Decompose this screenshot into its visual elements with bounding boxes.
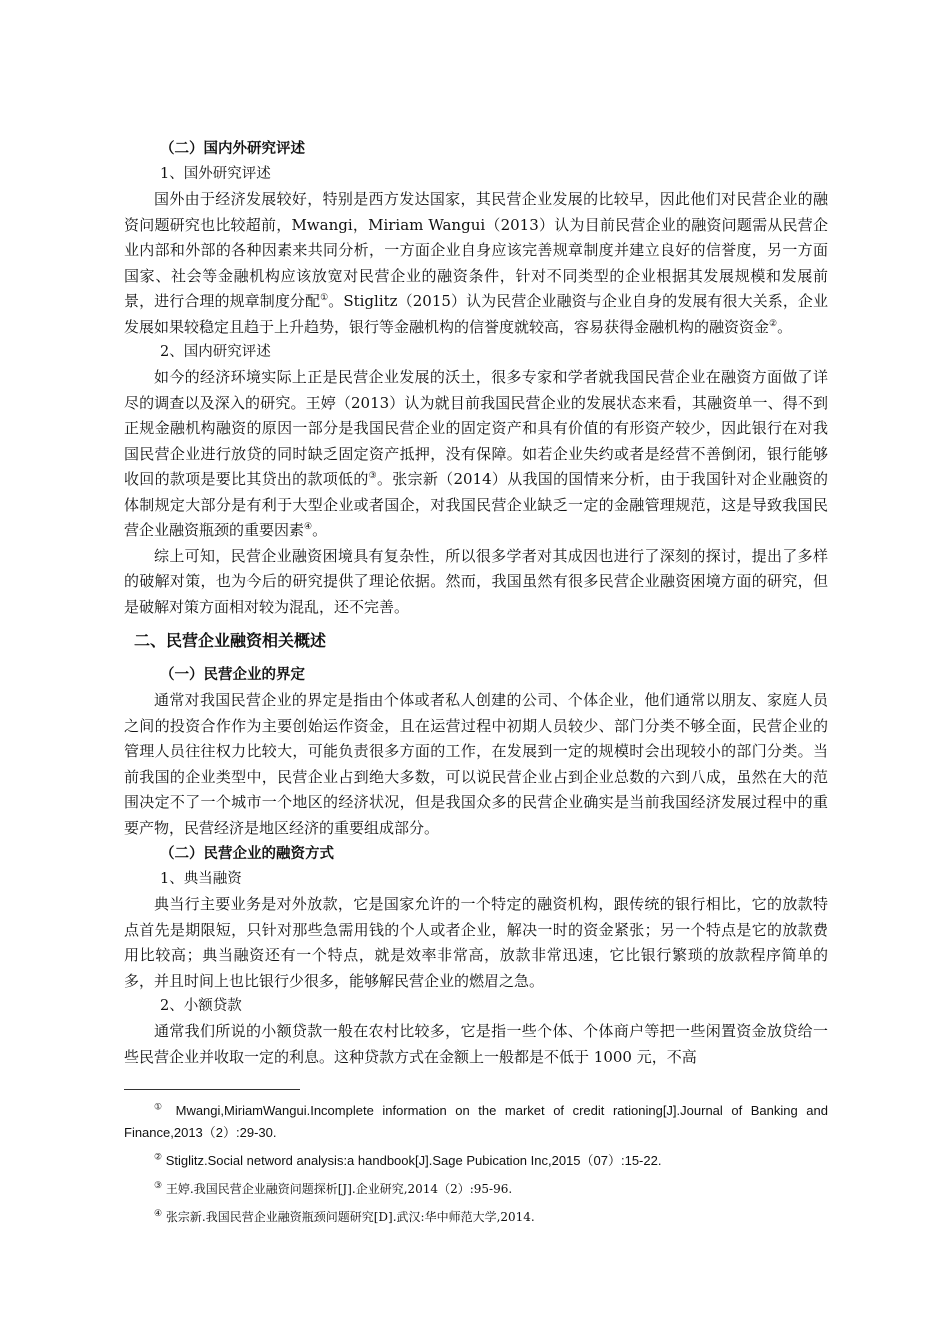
document-body bbox=[124, 136, 828, 1070]
paragraph-foreign-review: 国外由于经济发展较好，特别是西方发达国家，其民营企业发展的比较早，因此他们对民营企业的融资问题研究也比较超前，Mwangi，Miriam Wangui（2013）认为目前民营企业的融资问题需从民营企业内部和外部的各种因素来共同分析，一方面企业自身应该完善规章制度并建立良好的信誉度，另一方面国家、社会等金融机构应该放宽对民营企业的融资条件，针对不同类型的企业根据其发展规模和发展前景，进行合理的规章制度分配①。Stiglitz（2015）认为民营企业融资与企业自身的发展有很大关系，企业发展如果较稳定且趋于上升趋势，银行等金融机构的信誉度就较高，容易获得金融机构的融资资金②。 bbox=[124, 190, 828, 336]
subheading-definition: （一）民营企业的界定 bbox=[160, 666, 305, 683]
section-heading-review: （二）国内外研究评述 bbox=[160, 140, 305, 157]
footnote-ref-1[interactable]: ① bbox=[320, 293, 329, 303]
footnote-3: ③ 王婷.我国民营企业融资问题探析[J].企业研究,2014（2）:95-96. bbox=[154, 1181, 513, 1196]
footnote-ref-4[interactable]: ④ bbox=[304, 522, 313, 532]
footnote-separator bbox=[124, 1089, 300, 1090]
subheading-pawn-financing: 1、典当融资 bbox=[160, 871, 242, 887]
footnote-4: ④ 张宗新.我国民营企业融资瓶颈问题研究[D].武汉:华中师范大学,2014. bbox=[154, 1209, 535, 1224]
subheading-microloan: 2、小额贷款 bbox=[160, 998, 242, 1014]
section-heading-overview: 二、民营企业融资相关概述 bbox=[134, 631, 327, 650]
subheading-financing-methods: （二）民营企业的融资方式 bbox=[160, 845, 334, 862]
footnote-1: ① Mwangi,MiriamWangui.Incomplete information on the market of credit rationing[J].Journal of Banking and Finance,2013（2）:29-30. bbox=[124, 1101, 828, 1140]
footnote-2: ② Stiglitz.Social netword analysis:a handbook[J].Sage Pubication Inc,2015（07）:15-22. bbox=[154, 1151, 662, 1168]
paragraph-summary: 综上可知，民营企业融资困境具有复杂性，所以很多学者对其成因也进行了深刻的探讨，提出了多样的破解对策，也为今后的研究提供了理论依据。然而，我国虽然有很多民营企业融资困境方面的研究，但是破解对策方面相对较为混乱，还不完善。 bbox=[124, 546, 828, 616]
footnote-ref-2[interactable]: ② bbox=[769, 318, 778, 329]
subheading-domestic-review: 2、国内研究评述 bbox=[160, 344, 271, 360]
footnotes bbox=[124, 1100, 828, 1234]
footnote-ref-3[interactable]: ③ bbox=[368, 471, 377, 481]
paragraph-domestic-review: 如今的经济环境实际上正是民营企业发展的沃土，很多专家和学者就我国民营企业在融资方面做了详尽的调查以及深入的研究。王婷（2013）认为就目前我国民营企业的发展状态来看，其融资单一、得不到正规金融机构融资的原因一部分是我国民营企业的固定资产和具有价值的有形资产较少，因此银行在对我国民营企业进行放贷的同时缺乏固定资产抵押，没有保障。如若企业失约或者是经营不善倒闭，银行能够收回的款项是要比其贷出的款项低的③。张宗新（2014）从我国的国情来分析，由于我国针对企业融资的体制规定大部分是有利于大型企业或者国企，对我国民营企业缺乏一定的金融管理规范，这是导致我国民营企业融资瓶颈的重要因素④。 bbox=[124, 368, 828, 539]
paragraph-microloan: 通常我们所说的小额贷款一般在农村比较多，它是指一些个体、个体商户等把一些闲置资金放贷给一些民营企业并收取一定的利息。这种贷款方式在金额上一般都是不低于 1000 元，不高 bbox=[124, 1022, 828, 1066]
paragraph-definition: 通常对我国民营企业的界定是指由个体或者私人创建的公司、个体企业，他们通常以朋友、家庭人员之间的投资合作作为主要创始运作资金，且在运营过程中初期人员较少、部门分类不够全面，民营企业的管理人员往往权力比较大，可能负责很多方面的工作，在发展到一定的规模时会出现较小的部门分类。当前我国的企业类型中，民营企业占到绝大多数，可以说民营企业占到企业总数的六到八成，虽然在大的范围决定不了一个城市一个地区的经济状况，但是我国众多的民营企业确实是当前我国经济发展过程中的重要产物，民营经济是地区经济的重要组成部分。 bbox=[124, 691, 828, 837]
paragraph-pawn-financing: 典当行主要业务是对外放款，它是国家允许的一个特定的融资机构，跟传统的银行相比，它的放款特点首先是期限短，只针对那些急需用钱的个人或者企业，解决一时的资金紧张；另一个特点是它的放款费用比较高；典当融资还有一个特点，就是效率非常高，放款非常迅速，它比银行繁琐的放款程序简单的多，并且时间上也比银行少很多，能够解民营企业的燃眉之急。 bbox=[124, 895, 828, 990]
subheading-foreign-review: 1、国外研究评述 bbox=[160, 166, 271, 182]
